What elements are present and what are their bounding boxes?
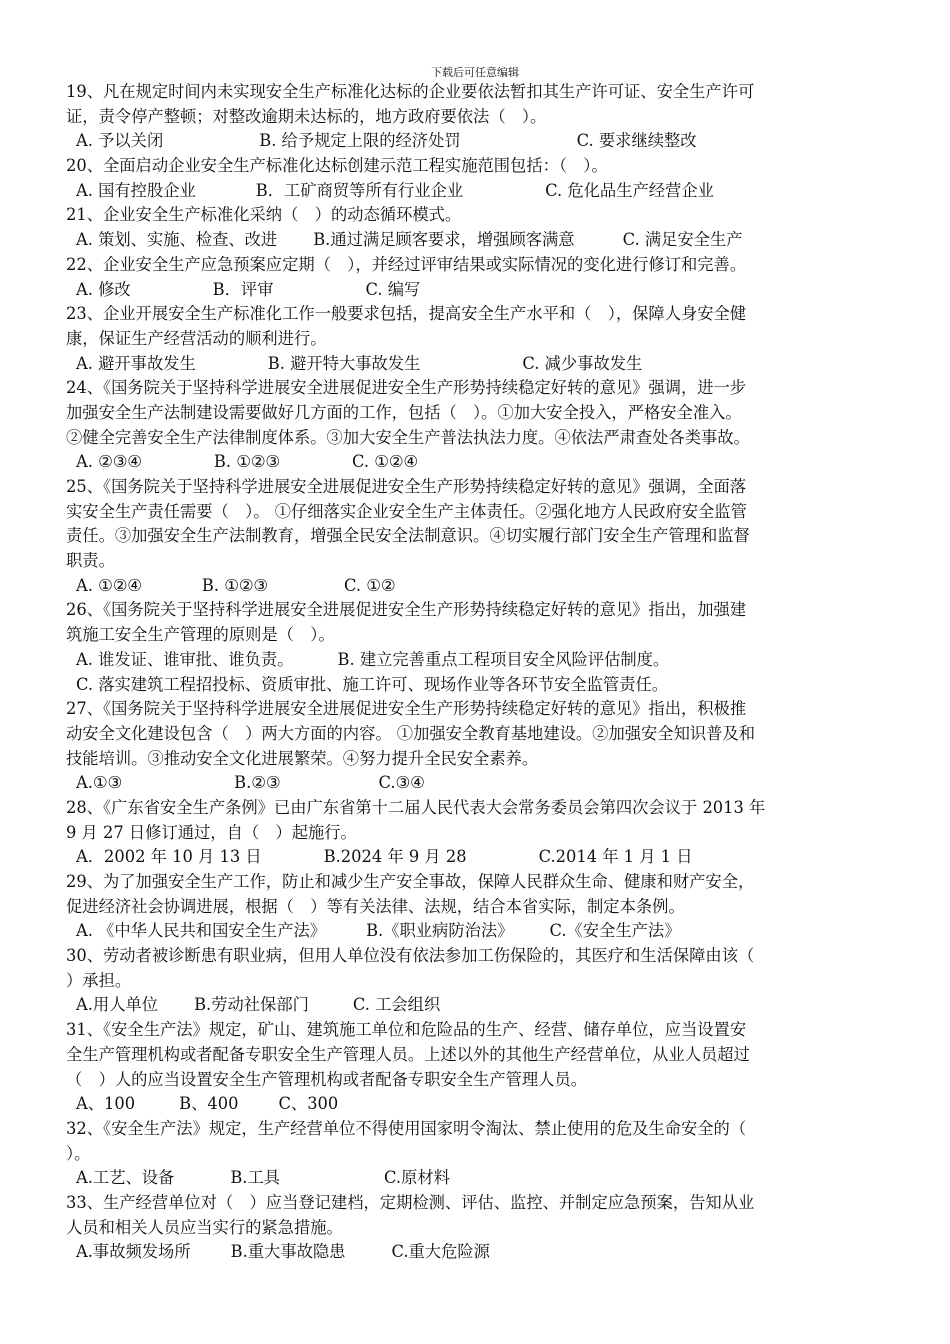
answer-option: A、100: [76, 1094, 136, 1114]
answer-option: B. 避开特大事故发生: [267, 353, 421, 373]
question-text-line: （ ）人的应当设置安全生产管理机构或者配备专职安全生产管理人员。: [66, 1069, 588, 1089]
question-list: [66, 80, 886, 1265]
page-header: 下载后可任意编辑: [431, 66, 519, 79]
answer-option: B. ①②③: [201, 575, 269, 595]
question-text-line: 28、《广东省安全生产条例》已由广东省第十二届人民代表大会常务委员会第四次会议于 2013 年: [66, 797, 766, 817]
question-text-line: 21、企业安全生产标准化采纳（ ）的动态循环模式。: [66, 205, 462, 225]
answer-option: C. 编写: [365, 279, 421, 299]
answer-option: B. 建立完善重点工程项目安全风险评估制度。: [337, 649, 670, 669]
question-text-line: 26、《国务院关于坚持科学进展安全进展促进安全生产形势持续稳定好转的意见》指出，加强建: [66, 600, 747, 620]
answer-options: [66, 648, 886, 673]
answer-option: A.①③: [76, 773, 123, 793]
answer-options: [66, 352, 886, 377]
question-text-line: ）承担。: [66, 970, 132, 990]
answer-option: C.③④: [378, 773, 425, 793]
question-text-line: ）。: [66, 1143, 91, 1163]
answer-options: [66, 673, 886, 698]
answer-option: A. ②③④: [76, 452, 142, 472]
answer-option: C. 要求继续整改: [576, 131, 697, 151]
question-text-line: 筑施工安全生产管理的原则是（ ）。: [66, 625, 335, 645]
question-text-line: 23、企业开展安全生产标准化工作一般要求包括，提高安全生产水平和（ ），保障人身安全健: [66, 304, 747, 324]
answer-option: A.工艺、设备: [76, 1168, 175, 1188]
answer-options: [66, 1166, 886, 1191]
answer-option: B.工具: [230, 1168, 281, 1188]
answer-options: [66, 450, 886, 475]
answer-options: [66, 129, 886, 154]
question-text-line: 25、《国务院关于坚持科学进展安全进展促进安全生产形势持续稳定好转的意见》强调，全面落: [66, 477, 747, 496]
answer-option: C.2014 年 1 月 1 日: [538, 847, 693, 867]
answer-option: C.重大危险源: [391, 1242, 490, 1262]
answer-option: A．2002 年 10 月 13 日: [76, 847, 262, 867]
answer-option: B.通过满足顾客要求，增强顾客满意: [313, 230, 575, 250]
question-text-line: 职责。: [66, 551, 115, 571]
answer-option: C.《安全生产法》: [549, 921, 681, 941]
answer-option: A. ①②④: [76, 575, 142, 595]
answer-option: A. 修改: [76, 279, 131, 299]
answer-option: B.《职业病防治法》: [366, 921, 514, 941]
question-text-line: 动安全文化建设包含（ ）两大方面的内容。 ①加强安全教育基地建设。②加强安全知识普及和: [66, 723, 755, 743]
question-text-line: 人员和相关人员应当实行的紧急措施。: [66, 1217, 343, 1237]
question-text-line: 实安全生产责任需要（ ）。 ①仔细落实企业安全生产主体责任。②强化地方人民政府安全监管: [66, 501, 747, 521]
answer-option: A. 《中华人民共和国安全生产法》: [76, 921, 327, 941]
question-text-line: 27、《国务院关于坚持科学进展安全进展促进安全生产形势持续稳定好转的意见》指出，积极推: [66, 699, 747, 719]
answer-option: A.事故频发场所: [76, 1242, 191, 1262]
answer-options: [66, 179, 886, 204]
question-text-line: 30、劳动者被诊断患有职业病，但用人单位没有依法参加工伤保险的，其医疗和生活保障由该（: [66, 946, 755, 966]
question-text-line: 32、《安全生产法》规定，生产经营单位不得使用国家明令淘汰、禁止使用的危及生命安全的（: [66, 1118, 747, 1138]
answer-option: B、400: [179, 1094, 239, 1114]
question-text-line: 全生产管理机构或者配备专职安全生产管理人员。上述以外的其他生产经营单位，从业人员超过: [66, 1044, 750, 1064]
answer-option: C. 工会组织: [352, 995, 441, 1015]
answer-options: [66, 771, 886, 796]
question-text-line: 22、企业安全生产应急预案应定期（ ），并经过评审结果或实际情况的变化进行修订和完善。: [66, 254, 747, 274]
answer-option: C. 落实建筑工程招投标、资质审批、施工许可、现场作业等各环节安全监管责任。: [76, 674, 669, 694]
question-text-line: 证，责令停产整顿；对整改逾期未达标的，地方政府要依法（ ）。: [66, 106, 547, 126]
answer-options: [66, 993, 886, 1018]
answer-options: [66, 1240, 886, 1265]
question-text-line: 19、凡在规定时间内未实现安全生产标准化达标的企业要依法暂扣其生产许可证、安全生产许可: [66, 82, 755, 101]
question-text-line: 技能培训。③推动安全文化进展繁荣。④努力提升全民安全素养。: [66, 748, 539, 768]
question-text-line: 33、生产经营单位对（ ）应当登记建档，定期检测、评估、监控、并制定应急预案，告知从业: [66, 1192, 755, 1212]
question-text-line: 29、为了加强安全生产工作，防止和减少生产安全事故，保障人民群众生命、健康和财产安全，: [66, 872, 755, 891]
answer-option: A. 国有控股企业: [76, 180, 196, 200]
question-text-line: ②健全完善安全生产法律制度体系。③加大安全生产普法执法力度。④依法严肃查处各类事故。: [66, 427, 750, 447]
answer-option: B.②③: [234, 773, 281, 793]
answer-option: A. 策划、实施、检查、改进: [76, 230, 278, 250]
answer-option: C. 减少事故发生: [522, 353, 643, 373]
question-text-line: 责任。③加强安全生产法制教育，增强全民安全法制意识。④切实履行部门安全生产管理和监督: [66, 526, 750, 546]
answer-option: A. 避开事故发生: [76, 353, 196, 373]
question-text-line: 20、全面启动企业安全生产标准化达标创建示范工程实施范围包括：（ ）。: [66, 156, 608, 176]
answer-option: C.原材料: [384, 1168, 450, 1188]
question-text-line: 9 月 27 日修订通过，自（ ）起施行。: [66, 822, 357, 842]
answer-option: C. 满足安全生产: [622, 230, 743, 250]
answer-options: [66, 845, 886, 870]
answer-options: [66, 1092, 886, 1117]
answer-options: [66, 919, 886, 944]
answer-option: B. ①②③: [213, 452, 281, 472]
answer-option: B.重大事故隐患: [230, 1242, 346, 1262]
answer-option: A. 谁发证、谁审批、谁负责。: [76, 649, 294, 669]
answer-options: [66, 574, 886, 599]
answer-option: B.劳动社保部门: [194, 995, 309, 1015]
answer-option: C. ①②: [344, 575, 396, 595]
question-text-line: 24、《国务院关于坚持科学进展安全进展促进安全生产形势持续稳定好转的意见》强调，进一步: [66, 378, 747, 398]
answer-options: [66, 228, 886, 253]
answer-option: C. 危化品生产经营企业: [545, 180, 714, 200]
answer-option: A. 予以关闭: [76, 131, 164, 151]
answer-option: C、300: [278, 1094, 339, 1114]
answer-option: B. 给予规定上限的经济处罚: [259, 131, 461, 151]
question-text-line: 康，保证生产经营活动的顺利进行。: [66, 328, 327, 348]
answer-option: B．评审: [212, 279, 274, 299]
answer-option: C. ①②④: [352, 452, 419, 472]
answer-options: [66, 278, 886, 303]
question-text-line: 加强安全生产法制建设需要做好几方面的工作，包括（ ）。①加大安全投入，严格安全准入。: [66, 402, 742, 422]
question-text-line: 促进经济社会协调进展，根据（ ）等有关法律、法规，结合本省实际，制定本条例。: [66, 896, 685, 916]
answer-option: A.用人单位: [76, 995, 159, 1015]
question-text-line: 31、《安全生产法》规定，矿山、建筑施工单位和危险品的生产、经营、储存单位，应当设置安: [66, 1020, 747, 1040]
answer-option: B.2024 年 9 月 28: [323, 847, 467, 867]
answer-option: B．工矿商贸等所有行业企业: [255, 180, 464, 200]
